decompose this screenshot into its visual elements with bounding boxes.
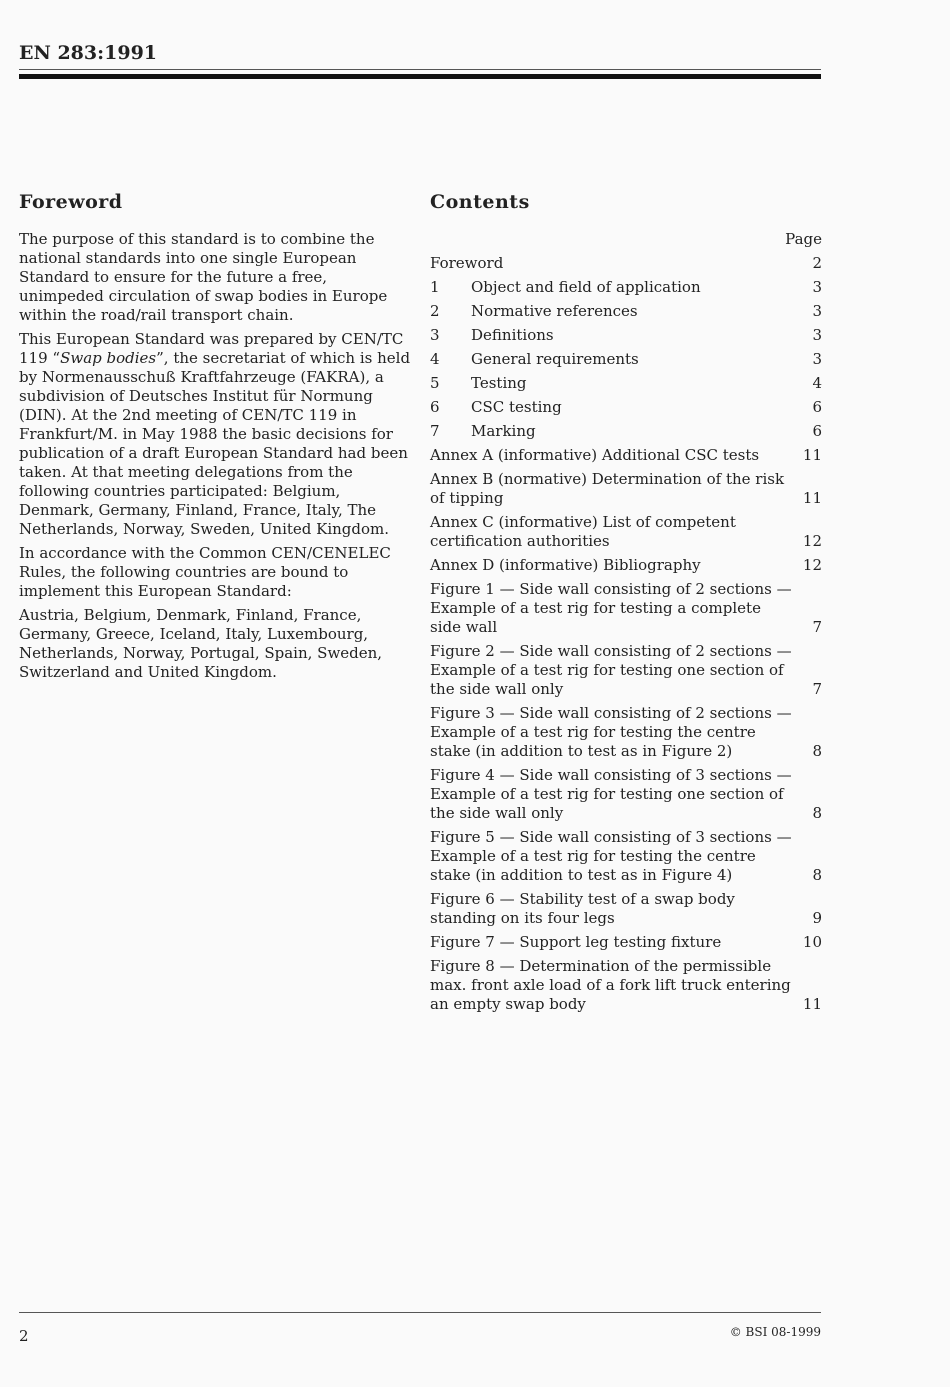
toc-entry[interactable] bbox=[430, 470, 822, 508]
toc-entry[interactable] bbox=[430, 254, 822, 273]
toc-entry[interactable] bbox=[430, 642, 822, 699]
toc-entry-title: Figure 5 — Side wall consisting of 3 sections — Example of a test rig for testing the centre stake (in addition to test as in Figure 4) bbox=[430, 828, 792, 884]
toc-entry-page: 10 bbox=[802, 933, 822, 951]
copyright-notice: © BSI 08-1999 bbox=[729, 1325, 821, 1339]
toc-entry-page: 11 bbox=[802, 489, 822, 507]
toc-entry-page: 3 bbox=[812, 350, 822, 368]
committee-title: Swap bodies bbox=[60, 349, 157, 367]
toc-entry-title: Foreword bbox=[430, 254, 504, 272]
toc-entry[interactable] bbox=[430, 446, 822, 465]
toc-entry[interactable] bbox=[430, 556, 822, 575]
toc-entry-number: 6 bbox=[430, 398, 440, 416]
contents-list bbox=[430, 230, 822, 1019]
toc-entry-number: 2 bbox=[430, 302, 440, 320]
toc-entry-title: Figure 3 — Side wall consisting of 2 sections — Example of a test rig for testing the centre stake (in addition to test as in Figure 2) bbox=[430, 704, 792, 760]
footer-rule bbox=[19, 1312, 821, 1313]
toc-entry[interactable] bbox=[430, 398, 822, 417]
toc-entry-title: Figure 7 — Support leg testing fixture bbox=[430, 933, 722, 951]
contents-heading: Contents bbox=[430, 191, 530, 213]
page-column-label: Page bbox=[785, 230, 822, 248]
toc-entry-page: 2 bbox=[812, 254, 822, 272]
foreword-paragraph-2 bbox=[19, 330, 411, 539]
toc-entry-page: 9 bbox=[812, 909, 822, 927]
toc-entry[interactable] bbox=[430, 374, 822, 393]
toc-entry-page: 11 bbox=[802, 995, 822, 1013]
toc-entry-title: CSC testing bbox=[471, 398, 562, 416]
header-rule-thin bbox=[19, 69, 821, 70]
toc-entry-title: Definitions bbox=[471, 326, 554, 344]
foreword-paragraph-3: In accordance with the Common CEN/CENELEC Rules, the following countries are bound to implement this European Standard: bbox=[19, 544, 391, 600]
toc-entry-title: Figure 1 — Side wall consisting of 2 sections — Example of a test rig for testing a complete side wall bbox=[430, 580, 792, 636]
toc-entry-page: 7 bbox=[812, 680, 822, 698]
toc-entry-number: 3 bbox=[430, 326, 440, 344]
foreword-paragraph-4: Austria, Belgium, Denmark, Finland, France, Germany, Greece, Iceland, Italy, Luxembourg, Netherlands, Norway, Portugal, Spain, Sweden, Switzerland and United Kingdom. bbox=[19, 606, 383, 681]
toc-entry-page: 6 bbox=[812, 398, 822, 416]
toc-entry[interactable] bbox=[430, 513, 822, 551]
toc-entry-title: Object and field of application bbox=[471, 278, 701, 296]
toc-entry[interactable] bbox=[430, 828, 822, 885]
foreword-paragraph-1: The purpose of this standard is to combine the national standards into one single European Standard to ensure for the future a free, unimpeded circulation of swap bodies in Europe within the road/rail transport chain. bbox=[19, 230, 388, 324]
toc-entry[interactable] bbox=[430, 350, 822, 369]
toc-entry-title: Marking bbox=[471, 422, 536, 440]
page-number: 2 bbox=[19, 1327, 29, 1345]
toc-entry-page: 3 bbox=[812, 278, 822, 296]
toc-entry-title: Figure 4 — Side wall consisting of 3 sections — Example of a test rig for testing one section of the side wall only bbox=[430, 766, 792, 822]
toc-entry-title: Figure 6 — Stability test of a swap body standing on its four legs bbox=[430, 890, 735, 927]
toc-entry-page: 7 bbox=[812, 618, 822, 636]
toc-entry-page: 3 bbox=[812, 326, 822, 344]
toc-entry-title: General requirements bbox=[471, 350, 639, 368]
toc-entry[interactable] bbox=[430, 302, 822, 321]
toc-entry-page: 6 bbox=[812, 422, 822, 440]
toc-entry-title: Annex D (informative) Bibliography bbox=[430, 556, 701, 574]
toc-entry-page: 8 bbox=[812, 866, 822, 884]
toc-entry-title: Figure 2 — Side wall consisting of 2 sections — Example of a test rig for testing one section of the side wall only bbox=[430, 642, 792, 698]
standard-id: EN 283:1991 bbox=[19, 42, 158, 64]
toc-entry-page: 12 bbox=[802, 556, 822, 574]
toc-entry[interactable] bbox=[430, 957, 822, 1014]
toc-entry-title: Testing bbox=[471, 374, 527, 392]
toc-entry-title: Normative references bbox=[471, 302, 638, 320]
toc-entry-page: 8 bbox=[812, 742, 822, 760]
toc-entry-number: 1 bbox=[430, 278, 440, 296]
header-rule-thick bbox=[19, 74, 821, 79]
toc-entry[interactable] bbox=[430, 890, 822, 928]
foreword-p2-end: ”, the secretariat of which is held by Normenausschuß Kraftfahrzeuge (FAKRA), a subdivision of Deutsches Institut für Normung (DIN). At the 2nd meeting of CEN/TC 119 in Frankfurt/M. in May 1988 the basic decisions for publication of a draft European Standard had been taken. At that meeting delegations from the following countries participated: Belgium, Denmark, Germany, Finland, France, Italy, The Netherlands, Norway, Sweden, United Kingdom. bbox=[19, 349, 411, 538]
toc-entry[interactable] bbox=[430, 278, 822, 297]
toc-entry[interactable] bbox=[430, 326, 822, 345]
toc-entry[interactable] bbox=[430, 704, 822, 761]
toc-entry-title: Figure 8 — Determination of the permissible max. front axle load of a fork lift truck entering an empty swap body bbox=[430, 957, 791, 1013]
foreword-body bbox=[19, 230, 411, 687]
toc-entry[interactable] bbox=[430, 766, 822, 823]
toc-entry[interactable] bbox=[430, 422, 822, 441]
toc-entry-number: 4 bbox=[430, 350, 440, 368]
foreword-p2-start: This European Standard was prepared by CEN/TC 119 “ bbox=[19, 330, 404, 367]
toc-entry[interactable] bbox=[430, 933, 822, 952]
toc-entry-page: 8 bbox=[812, 804, 822, 822]
toc-entry-page: 12 bbox=[802, 532, 822, 550]
toc-entry-title: Annex A (informative) Additional CSC tests bbox=[430, 446, 760, 464]
toc-entry-number: 5 bbox=[430, 374, 440, 392]
foreword-heading: Foreword bbox=[19, 191, 123, 213]
toc-entry-title: Annex B (normative) Determination of the risk of tipping bbox=[430, 470, 785, 507]
toc-entry[interactable] bbox=[430, 580, 822, 637]
toc-entry-page: 11 bbox=[802, 446, 822, 464]
toc-entry-page: 3 bbox=[812, 302, 822, 320]
toc-entry-title: Annex C (informative) List of competent certification authorities bbox=[430, 513, 736, 550]
toc-entry-number: 7 bbox=[430, 422, 440, 440]
toc-entry-page: 4 bbox=[812, 374, 822, 392]
